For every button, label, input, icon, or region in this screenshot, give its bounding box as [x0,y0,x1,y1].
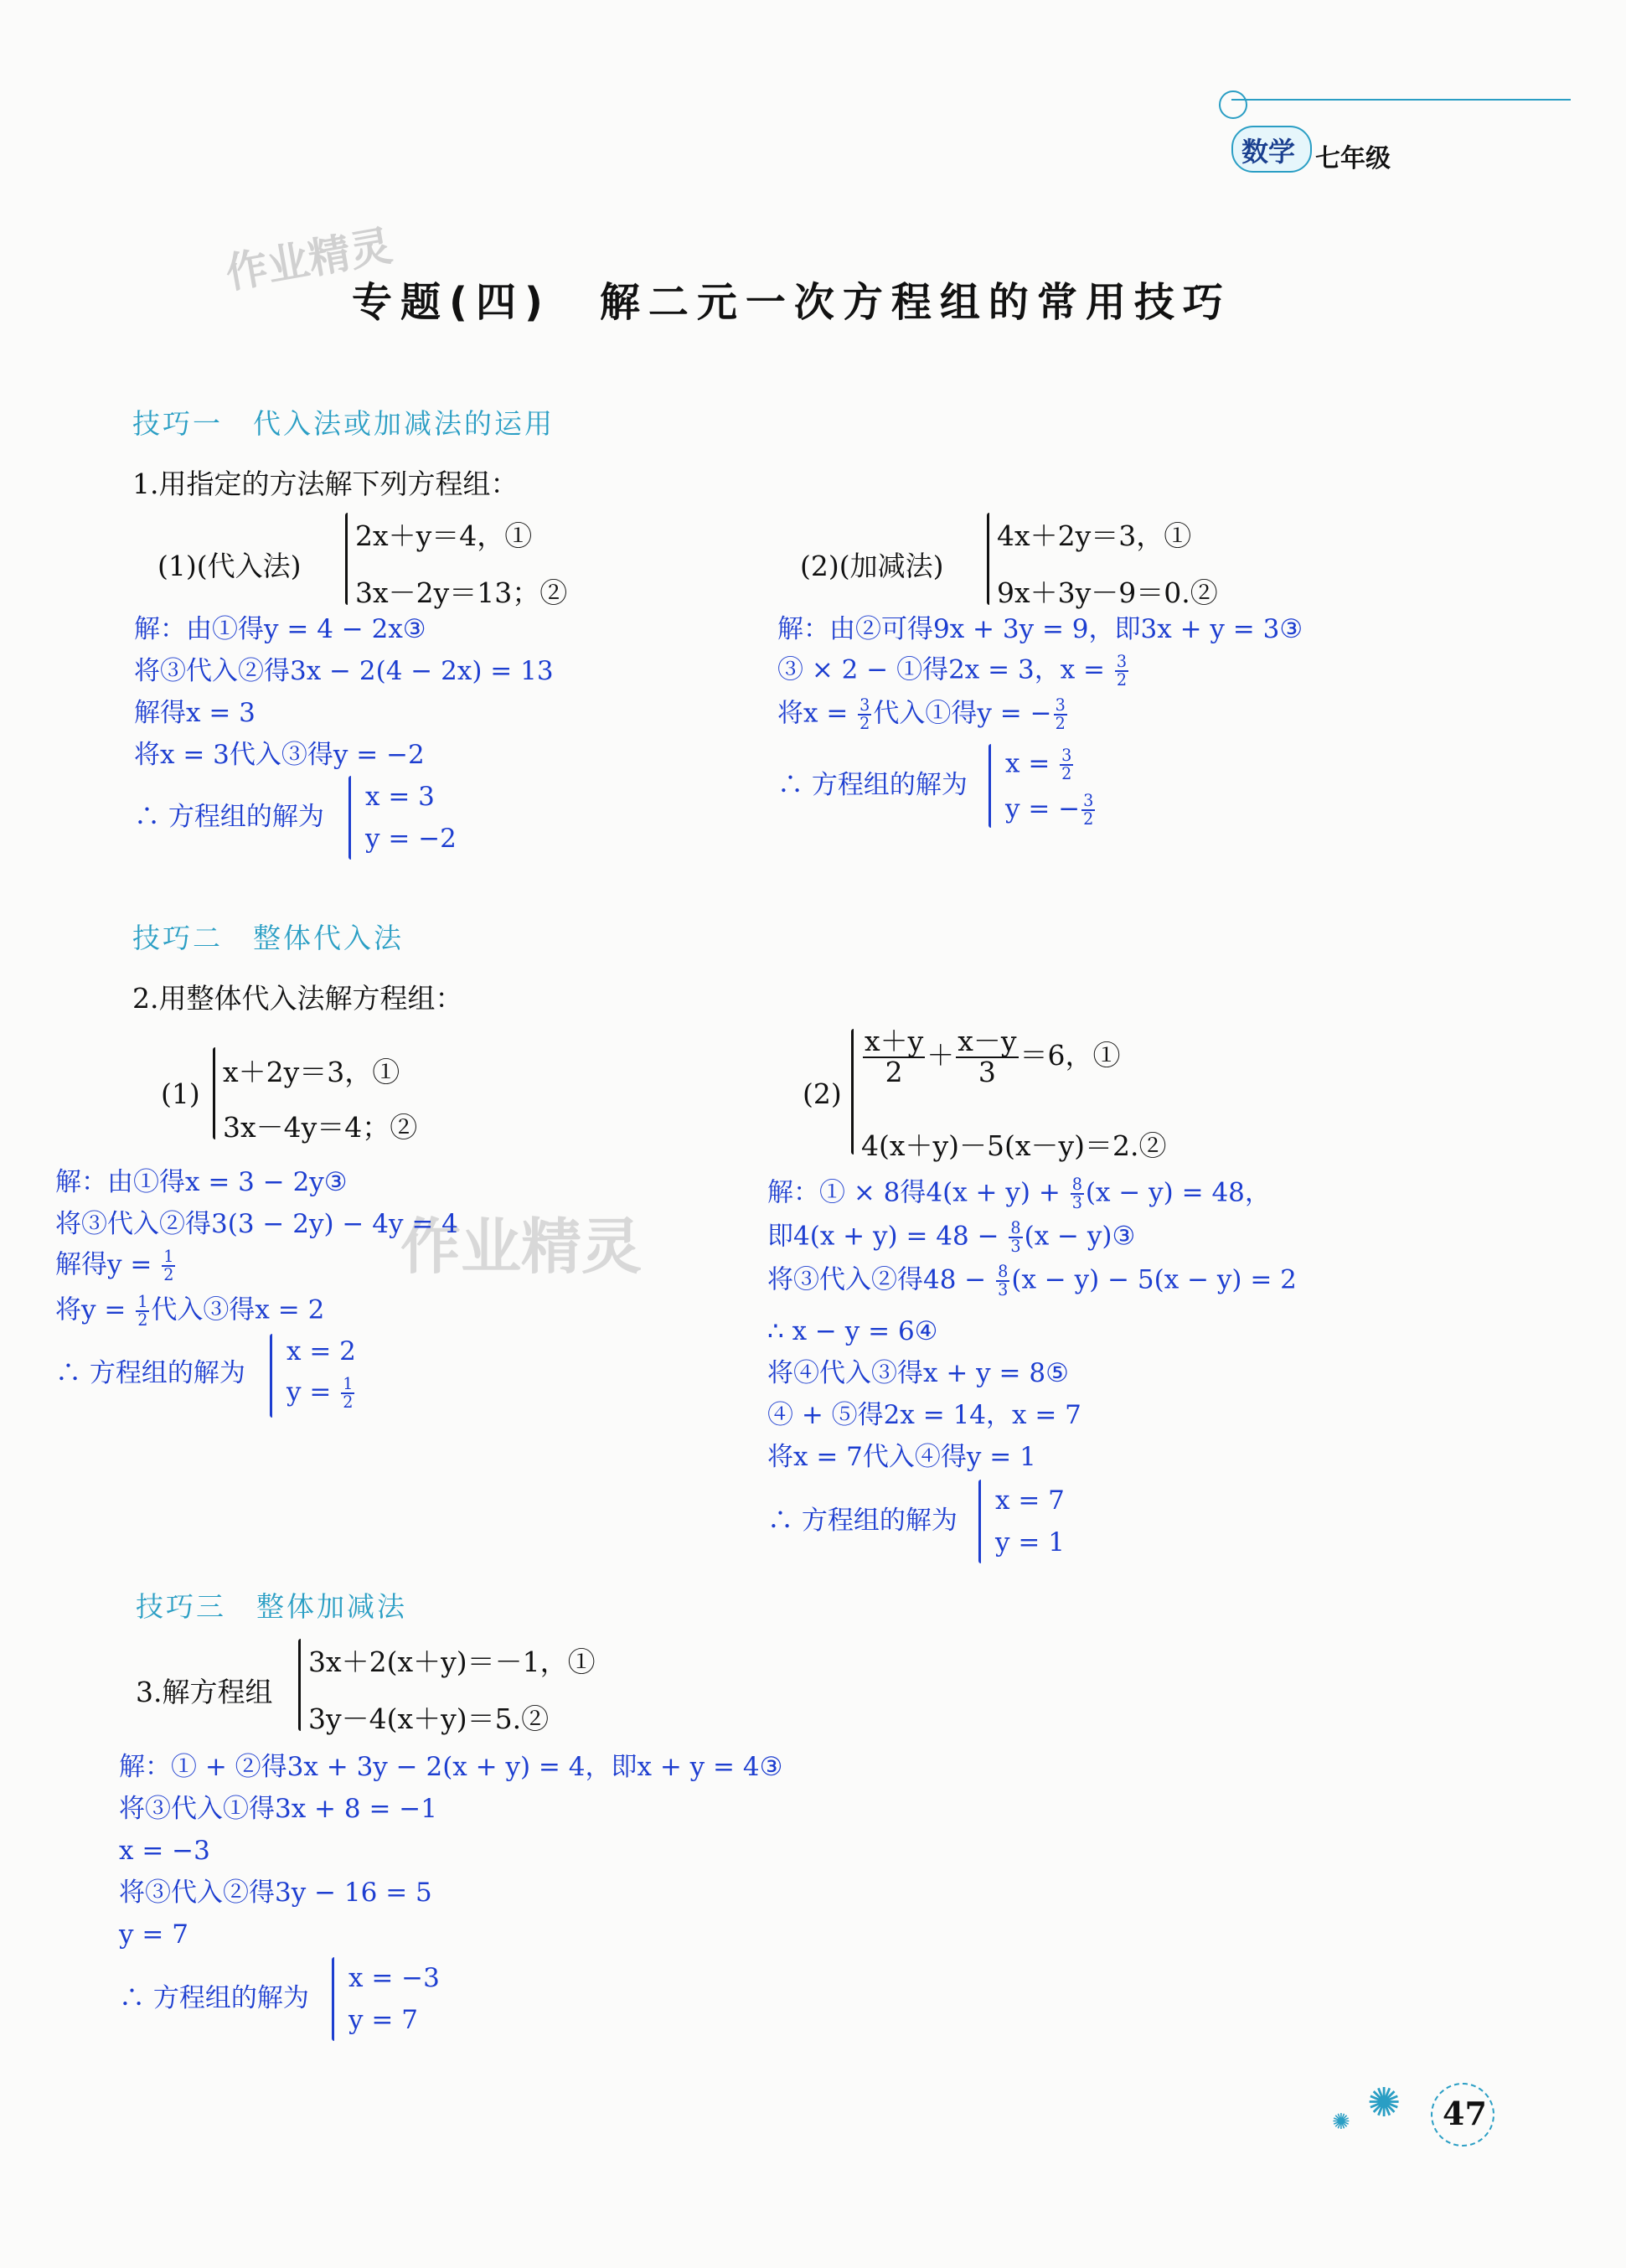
q3-eq1: 3x＋2(x＋y)＝－1，① [308,1645,596,1678]
q2-a1-sol-frac: $\frac{1}{2}$ [343,1374,354,1413]
section-heading-1: 技巧一 代入法或加减法的运用 [132,407,555,440]
q3-a-line3: x = −3 [119,1836,210,1866]
q2-a2-frac-2: $\frac{8}{3}$ [1010,1218,1021,1257]
q3-a-line2: 将③代入①得3x + 8 = −1 [119,1794,437,1824]
q1-a1-line5: ∴ 方程组的解为 [134,802,324,832]
q2-part2-eq2: 4(x＋y)－5(x－y)＝2.② [861,1129,1167,1162]
q1-a2-frac-2: $\frac{3}{2}$ [859,695,870,734]
q2-part1-brace [213,1047,215,1139]
header-ornament [1219,90,1247,119]
q1-a1-line3: 解得x = 3 [134,698,256,728]
q2-a2-line3 [767,1263,1297,1299]
q1-a2-sol-y-text: y = − [1005,793,1081,824]
question-1-stem: 1.用指定的方法解下列方程组： [132,468,519,500]
q2-a1-line3-text: 解得y = [55,1249,161,1280]
q3-a-line1: 解：① + ②得3x + 3y − 2(x + y) = 4，即x + y = 4③ [119,1752,783,1782]
q1-a2-sol-frac-1: $\frac{3}{2}$ [1061,746,1072,784]
q1-a2-line3-mid: 代入①得y = − [873,698,1052,729]
flower-ornament-icon: ✺ [1367,2079,1401,2126]
q2-a1-sol-x: x = 2 [286,1336,356,1366]
q2-a2-frac-3: $\frac{8}{3}$ [998,1262,1009,1300]
q2-a2-line2-text: 即4(x + y) = 48 − [767,1221,1008,1252]
q1-a2-frac-3: $\frac{3}{2}$ [1055,695,1066,734]
q2-a2-line1-tail: (x − y) = 48， [1085,1177,1271,1208]
q1-a2-sol-y [1005,793,1097,828]
q2-a1-line5: ∴ 方程组的解为 [55,1358,245,1388]
q2-part1-label: (1) [161,1077,200,1110]
watermark-top: 作业精灵 [222,221,396,298]
q1-a1-line2: 将③代入②得3x − 2(4 − 2x) = 13 [134,656,554,686]
small-flower-ornament-icon: ✺ [1332,2110,1350,2135]
q2-a1-sol-y-text: y = [286,1377,340,1408]
q2-a1-line4-text: 将y = [55,1294,135,1325]
q2-a1-line1: 解：由①得x = 3 − 2y③ [55,1167,348,1197]
q2-a1-line4-tail: 代入③得x = 2 [151,1294,325,1325]
q1-a1-line1: 解：由①得y = 4 − 2x③ [134,614,426,644]
q1-part1-eq2: 3x－2y＝13；② [355,576,568,609]
q2-a2-line1 [767,1176,1271,1211]
page-title: 专题(四) 解二元一次方程组的常用技巧 [352,279,1231,326]
q1-a2-sol-frac-2: $\frac{3}{2}$ [1083,791,1094,829]
q2-a1-sol-y [286,1376,356,1411]
q2-a2-line8: ∴ 方程组的解为 [767,1506,958,1536]
q2-a2-sol-x: x = 7 [995,1485,1065,1516]
q2-part2-eq1 [861,1027,1121,1087]
q2-a1-line2: 将③代入②得3(3 − 2y) − 4y = 4 [55,1209,458,1239]
q2-part2-label: (2) [803,1077,842,1110]
q1-a2-line2-text: ③ × 2 − ①得2x = 3，x = [777,654,1113,685]
q2-a2-line5: 将④代入③得x + y = 8⑤ [767,1358,1069,1388]
q2-a1-brace [270,1334,272,1418]
q1-part1-brace [345,513,348,605]
q1-part1-eq1: 2x＋y＝4，① [355,519,533,552]
q3-a-line4: 将③代入②得3y − 16 = 5 [119,1878,432,1908]
q1-part1-label: (1)(代入法) [157,550,302,582]
q1-part2-label: (2)(加减法) [800,550,944,582]
q2-eq1-plus: ＋ [927,1039,955,1072]
q3-a-sol-x: x = −3 [348,1963,440,1993]
q2-eq1-frac-b: $\frac{x-y}{3}$ [958,1025,1017,1088]
page-number: 47 [1443,2095,1487,2132]
question-2-stem: 2.用整体代入法解方程组： [132,982,463,1015]
q1-a2-brace [989,744,991,828]
q2-part2-brace [851,1029,854,1155]
q1-a2-frac-1: $\frac{3}{2}$ [1116,652,1128,690]
q3-brace [298,1639,301,1731]
q2-part1-eq2: 3x－4y＝4；② [223,1111,418,1144]
q2-a2-brace [978,1480,981,1563]
grade-label: 七年级 [1315,144,1391,173]
header-rule [1231,99,1571,101]
q2-a2-sol-y: y = 1 [995,1527,1065,1558]
section-heading-2: 技巧二 整体代入法 [132,922,404,954]
q2-eq1-tail: ＝6，① [1019,1039,1121,1072]
q2-a2-line2-tail: (x − y)③ [1024,1221,1136,1252]
q1-a2-line4: ∴ 方程组的解为 [777,770,968,800]
q1-a2-line2 [777,654,1130,689]
q1-a1-sol-x: x = 3 [365,782,435,812]
q2-eq1-frac-a: $\frac{x+y}{2}$ [865,1025,924,1088]
q2-a2-line4: ∴ x − y = 6④ [767,1316,938,1346]
q3-a-brace [332,1957,334,2041]
q2-a2-line2 [767,1220,1135,1255]
q1-a2-line1: 解：由②可得9x + 3y = 9，即3x + y = 3③ [777,614,1303,644]
q2-a1-frac-1: $\frac{1}{2}$ [163,1247,174,1285]
q3-a-sol-y: y = 7 [348,2005,418,2035]
q2-a2-line1-text: 解：① × 8得4(x + y) + [767,1177,1069,1208]
q2-a2-line3-tail: (x − y) − 5(x − y) = 2 [1011,1264,1297,1295]
q2-a1-line4 [55,1294,324,1329]
subject-label: 数学 [1241,136,1296,168]
q1-a2-line3 [777,697,1069,732]
q1-a1-line4: 将x = 3代入③得y = −2 [134,740,425,770]
q2-a2-line7: 将x = 7代入④得y = 1 [767,1442,1036,1472]
q2-a1-frac-2: $\frac{1}{2}$ [137,1292,148,1330]
q3-a-line6: ∴ 方程组的解为 [119,1983,309,2013]
q1-a2-sol-x-text: x = [1005,748,1059,779]
section-heading-3: 技巧三 整体加减法 [136,1590,407,1623]
q3-a-line5: y = 7 [119,1919,188,1950]
q2-a1-line3 [55,1248,177,1284]
q2-part1-eq1: x＋2y＝3，① [223,1056,400,1088]
question-3-stem: 3.解方程组 [136,1676,273,1708]
watermark-mid: 作业精灵 [400,1211,643,1282]
q1-part2-brace [987,513,989,605]
q1-part2-eq2: 9x＋3y－9＝0.② [997,576,1218,609]
q2-a2-line3-text: 将③代入②得48 − [767,1264,995,1295]
q2-a2-line6: ④ + ⑤得2x = 14，x = 7 [767,1400,1081,1430]
q1-a1-sol-y: y = −2 [365,824,457,854]
q1-a2-line3-text: 将x = [777,698,857,729]
q1-a1-brace [348,776,351,860]
q1-part2-eq1: 4x＋2y＝3，① [997,519,1192,552]
q1-a2-sol-x [1005,747,1075,783]
q3-eq2: 3y－4(x＋y)＝5.② [308,1702,550,1735]
q2-a2-frac-1: $\frac{8}{3}$ [1071,1175,1082,1213]
